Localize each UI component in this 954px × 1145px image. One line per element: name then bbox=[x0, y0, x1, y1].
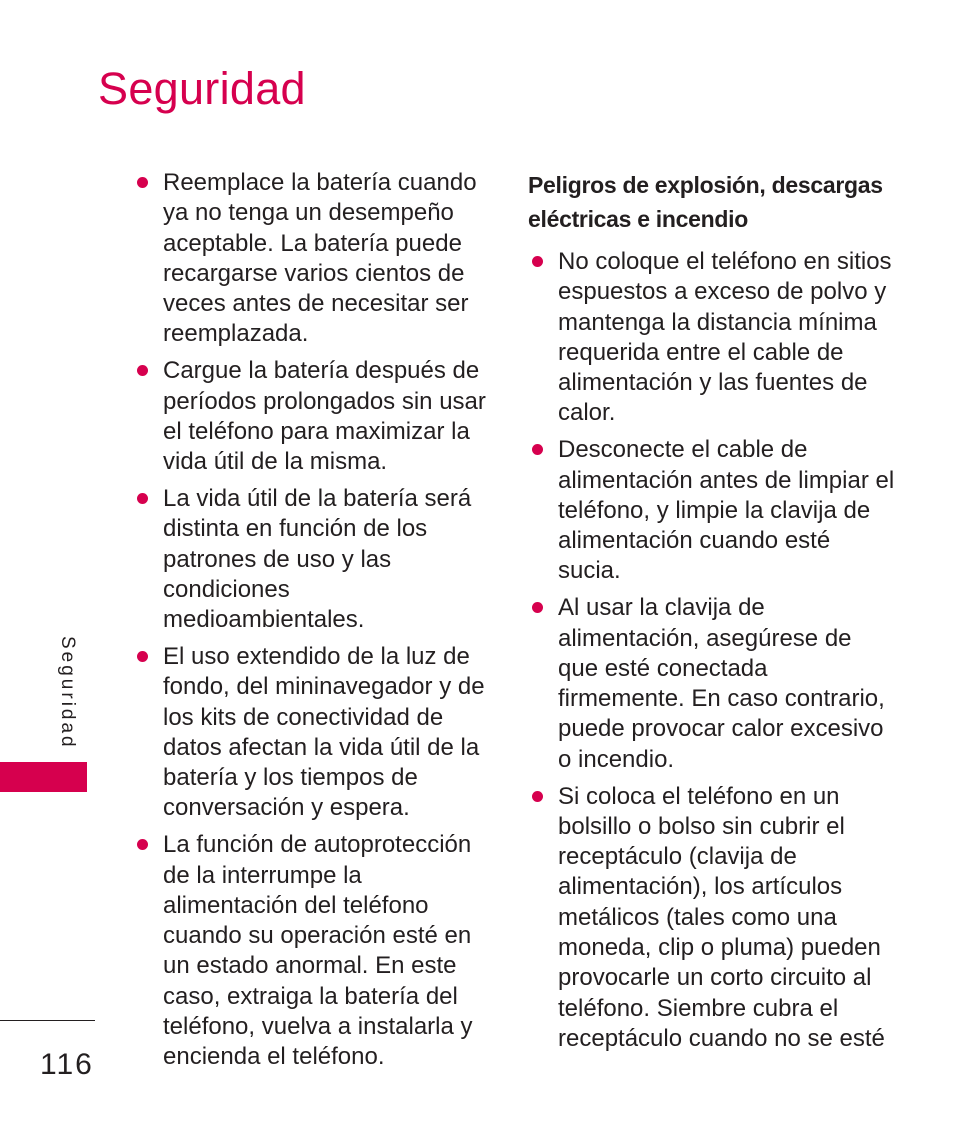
bullet-icon bbox=[137, 651, 148, 662]
page-number: 116 bbox=[40, 1048, 94, 1081]
list-item bbox=[528, 435, 898, 586]
bullet-icon bbox=[532, 444, 543, 455]
list-item-text: El uso extendido de la luz de fondo, del mininavegador y de los kits de conectividad de datos afectan la vida útil de la batería y los tiempos de conversación y espera. bbox=[163, 642, 485, 822]
side-tab-marker bbox=[0, 762, 87, 792]
list-item bbox=[133, 356, 493, 477]
list-item bbox=[528, 782, 898, 1055]
section-heading: Peligros de explosión, descargas eléctricas e incendio bbox=[528, 172, 883, 232]
footer-divider bbox=[0, 1020, 95, 1021]
list-item-text: Desconecte el cable de alimentación antes de limpiar el teléfono, y limpie la clavija de alimentación cuando esté sucia. bbox=[558, 436, 895, 585]
page-title: Seguridad bbox=[98, 63, 306, 114]
bullet-icon bbox=[137, 493, 148, 504]
list-item bbox=[528, 247, 898, 429]
bullet-icon bbox=[532, 791, 543, 802]
list-item-text: Reemplace la batería cuando ya no tenga un desempeño aceptable. La batería puede recargarse varios cientos de veces antes de necesitar ser reemplazada. bbox=[163, 169, 477, 348]
left-column bbox=[133, 168, 493, 1079]
list-item bbox=[133, 484, 493, 635]
side-tab-label: Seguridad bbox=[57, 636, 78, 750]
list-item-text: La función de autoprotección de la interrumpe la alimentación del teléfono cuando su operación esté en un estado anormal. En este caso, extraiga la batería del teléfono, vuelva a instalarla y encienda el teléfono. bbox=[163, 831, 473, 1071]
list-item-text: La vida útil de la batería será distinta en función de los patrones de uso y las condiciones medioambientales. bbox=[163, 484, 472, 634]
bullet-icon bbox=[532, 602, 543, 613]
list-item-text: Cargue la batería después de períodos prolongados sin usar el teléfono para maximizar la vida útil de la misma. bbox=[163, 357, 486, 476]
list-item bbox=[528, 593, 898, 775]
list-item bbox=[133, 168, 493, 350]
bullet-list-right bbox=[528, 247, 898, 1054]
list-item-text: Si coloca el teléfono en un bolsillo o bolso sin cubrir el receptáculo (clavija de alimentación), los artículos metálicos (tales como una moneda, clip o pluma) pueden provocarle un corto circuito al teléfono. Siembre cubra el receptáculo cuando no se esté bbox=[558, 782, 885, 1052]
bullet-icon bbox=[137, 365, 148, 376]
list-item-text: Al usar la clavija de alimentación, asegúrese de que esté conectada firmemente. En caso contrario, puede provocar calor excesivo o incendio. bbox=[558, 594, 885, 773]
list-item bbox=[133, 830, 493, 1072]
bullet-icon bbox=[137, 177, 148, 188]
bullet-list-left bbox=[133, 168, 493, 1073]
bullet-icon bbox=[137, 839, 148, 850]
list-item-text: No coloque el teléfono en sitios espuestos a exceso de polvo y mantenga la distancia mínima requerida entre el cable de alimentación y las fuentes de calor. bbox=[558, 248, 892, 427]
list-item bbox=[133, 642, 493, 824]
right-column bbox=[528, 168, 898, 1061]
bullet-icon bbox=[532, 256, 543, 267]
